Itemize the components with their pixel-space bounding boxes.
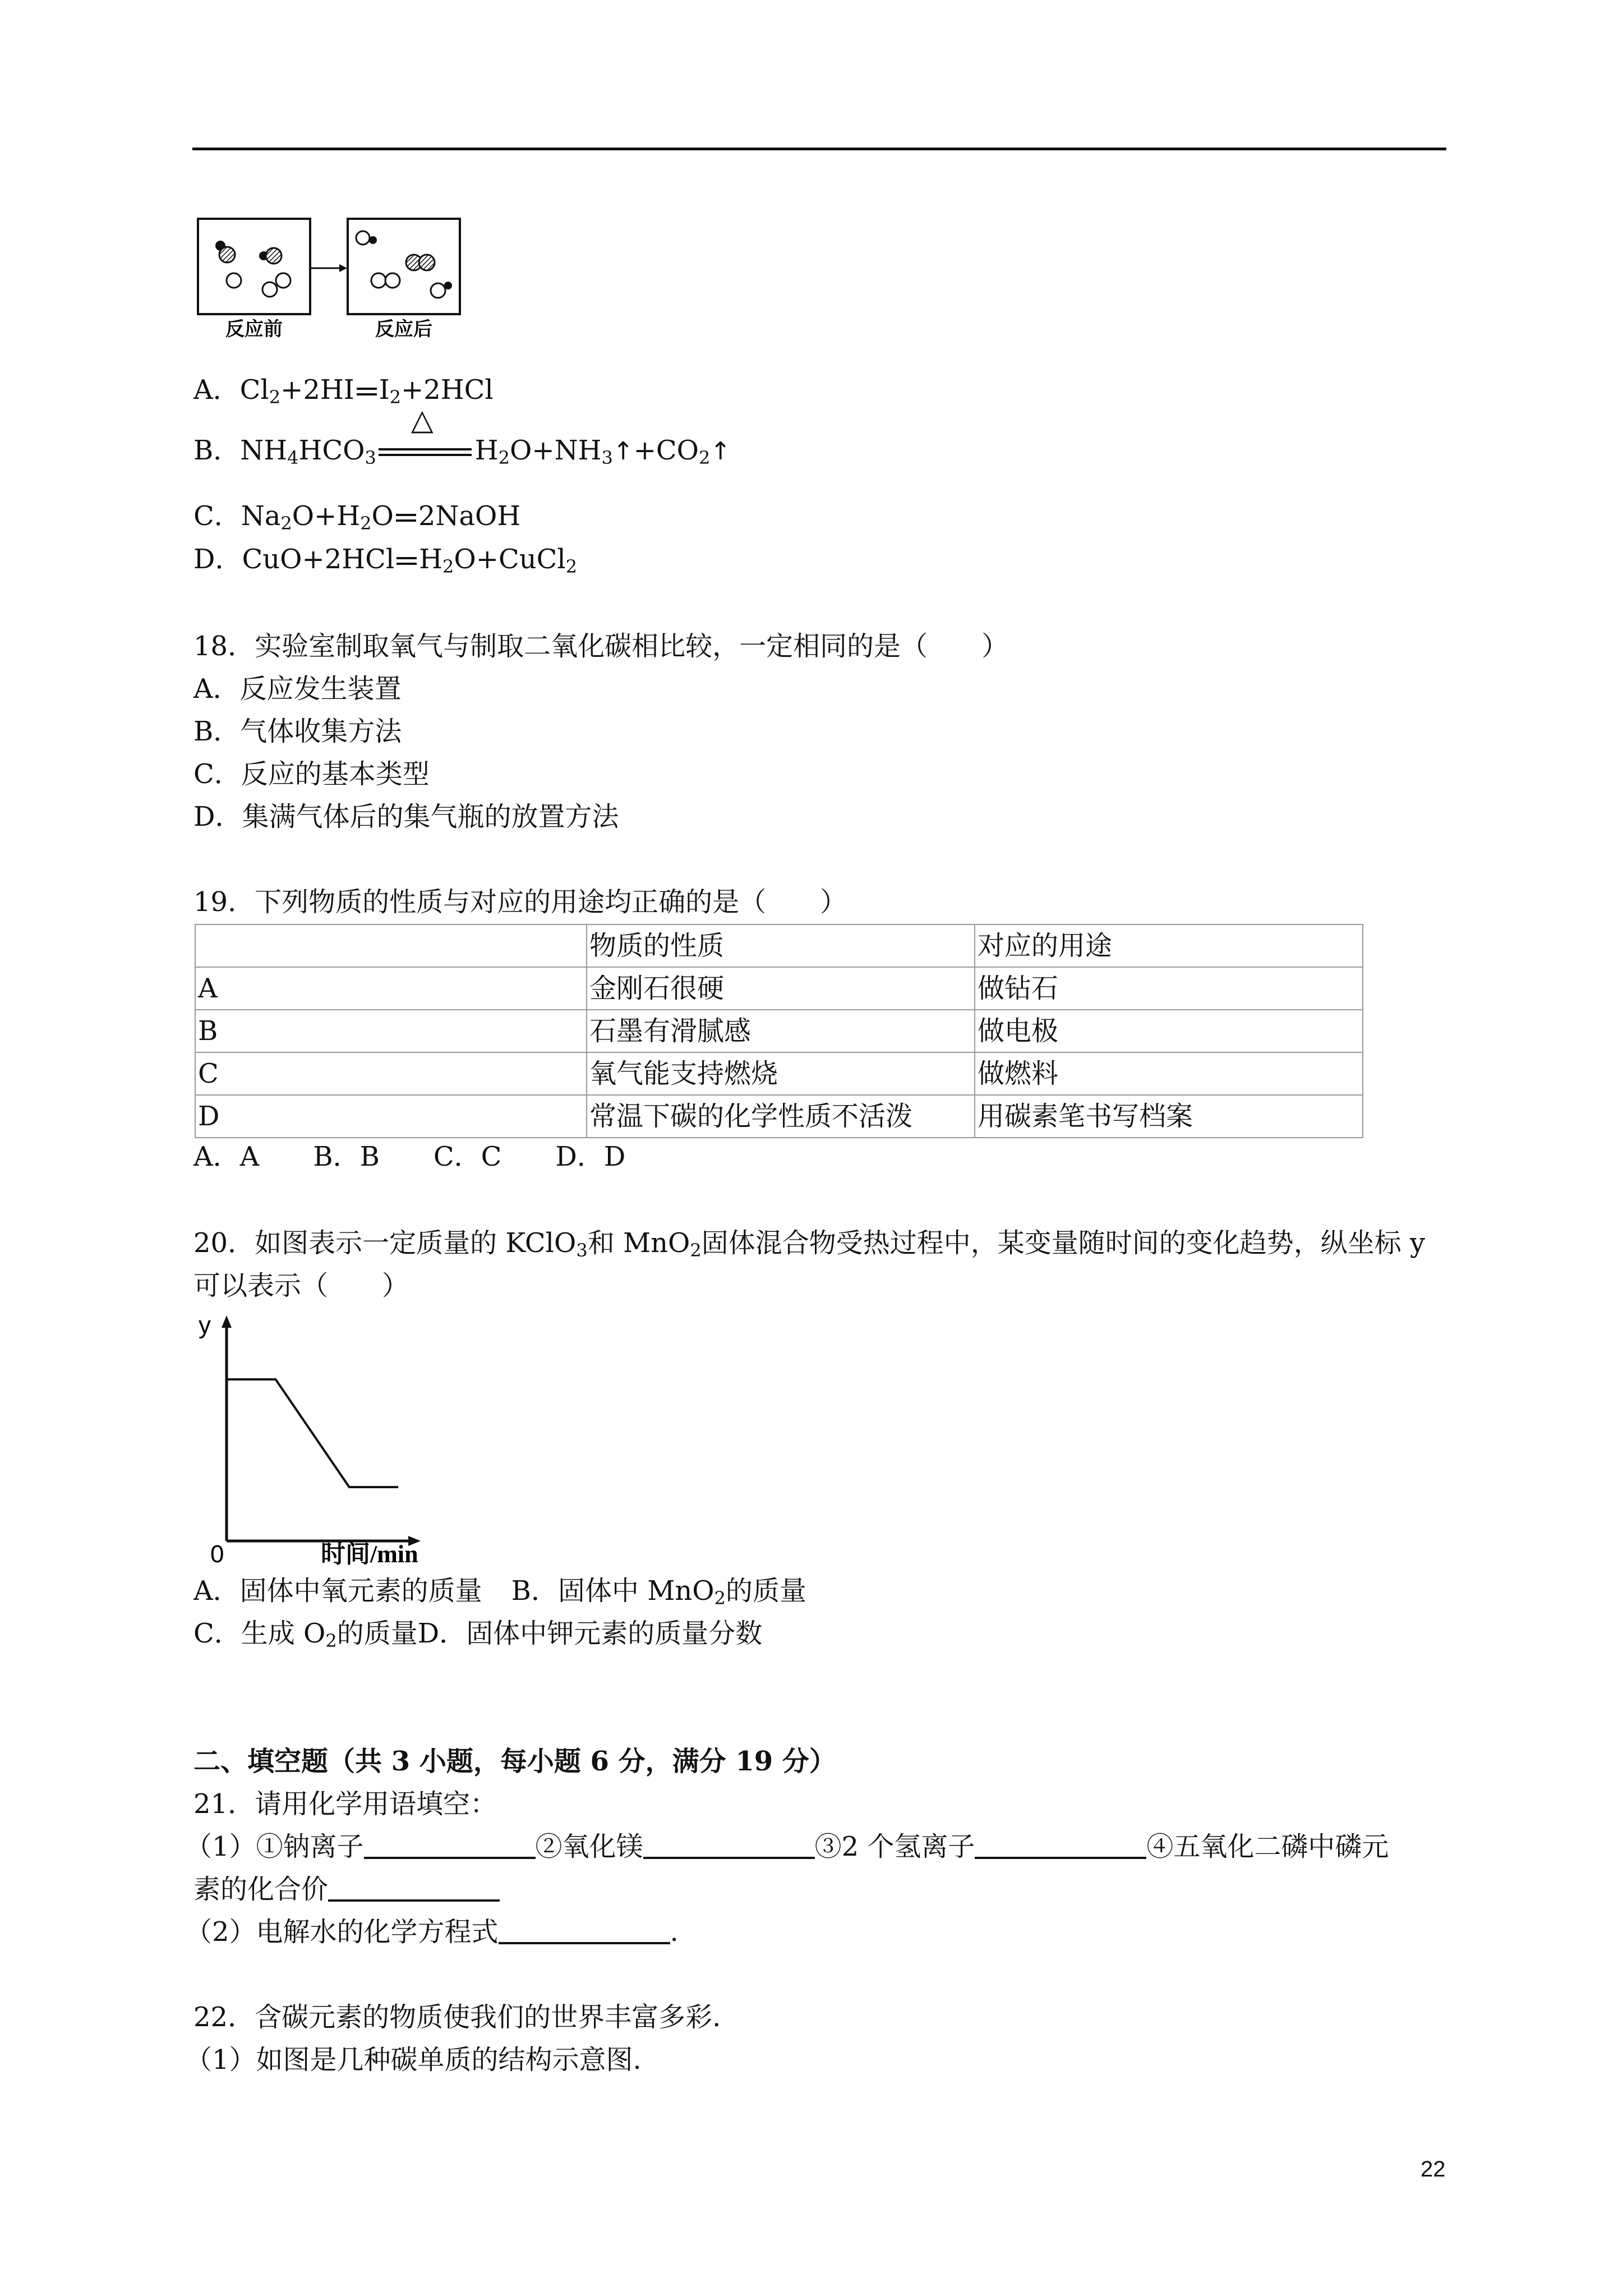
- answer-blank[interactable]: [364, 1831, 536, 1859]
- table-cell: C: [195, 1052, 587, 1095]
- answer-blank[interactable]: [643, 1831, 815, 1859]
- section-title: 二、填空题（共 3 小题，每小题 6 分，满分 19 分）: [193, 1746, 836, 1777]
- table-cell: 做电极: [975, 1010, 1363, 1052]
- y-axis-label: y: [199, 1312, 211, 1339]
- q20-chart: [191, 1310, 449, 1568]
- table-cell: D: [195, 1095, 587, 1138]
- equals-sign: [396, 557, 417, 565]
- table-cell: 用碳素笔书写档案: [975, 1095, 1363, 1138]
- equals-sign: [357, 388, 377, 395]
- q20-options-row2: C．生成 $O_2$的质量D．固体中钾元素的质量分数: [193, 1618, 763, 1651]
- q20-stem: 20．如图表示一定质量的 KClO$_3$和 MnO$_2$固体混合物受热过程中，某变量随时间的变化趋势，纵坐标 y: [193, 1227, 1426, 1261]
- table-row: [195, 1095, 1363, 1138]
- answer-blank[interactable]: [499, 1916, 670, 1944]
- reaction-diagram: [193, 213, 474, 342]
- answer-blank[interactable]: [975, 1831, 1146, 1859]
- q17-option-d: D．CuO+2HCl $H_2O+CuCl_2$: [193, 544, 578, 577]
- page-number: 22: [1421, 2157, 1446, 2182]
- table-cell: 常温下碳的化学性质不活泼: [587, 1095, 975, 1138]
- header-rule: [192, 148, 1446, 150]
- q18-option-c: C．反应的基本类型: [193, 758, 430, 790]
- q17-option-c: C．$Na_2O+H_2O$ 2NaOH: [193, 500, 521, 534]
- equals-sign: [396, 514, 416, 522]
- q19-table: [195, 924, 1363, 1138]
- table-row: [195, 1010, 1363, 1052]
- before-box: [198, 219, 310, 314]
- q19-stem: 19．下列物质的性质与对应的用途均正确的是（ ）: [193, 886, 847, 918]
- y-axis-arrow: [222, 1315, 232, 1328]
- table-cell: B: [195, 1010, 587, 1052]
- table-row: [195, 1052, 1363, 1095]
- table-cell: 石墨有滑腻感: [587, 1010, 975, 1052]
- q19-answers: A．A B．B C．C D．D: [193, 1141, 626, 1172]
- q18-stem: 18．实验室制取氧气与制取二氧化碳相比较，一定相同的是（ ）: [193, 631, 1009, 662]
- heat-condition-icon: △: [411, 403, 434, 437]
- q20-options-row1: A．固体中氧元素的质量 B．固体中 MnO$_2$的质量: [193, 1575, 806, 1609]
- q18-option-a: A．反应发生装置: [193, 673, 402, 705]
- series-line: [227, 1379, 398, 1487]
- q18-option-d: D．集满气体后的集气瓶的放置方法: [193, 801, 619, 832]
- answer-blank[interactable]: [328, 1874, 500, 1902]
- q21-stem: 21．请用化学用语填空：: [193, 1788, 497, 1820]
- q21-part2: （2）电解水的化学方程式 .: [185, 1916, 679, 1948]
- table-header-row: [195, 924, 1363, 967]
- table-cell: [195, 924, 587, 967]
- label-before: 反应前: [225, 319, 283, 340]
- table-cell: 金刚石很硬: [587, 967, 975, 1010]
- q20-stem-line2: 可以表示（ ）: [193, 1270, 409, 1301]
- table-cell: 做燃料: [975, 1052, 1363, 1095]
- table-cell: 氧气能支持燃烧: [587, 1052, 975, 1095]
- table-row: [195, 967, 1363, 1010]
- table-cell: A: [195, 967, 587, 1010]
- gas-arrow-icon: ↑: [710, 437, 731, 466]
- table-header-property: 物质的性质: [587, 924, 975, 967]
- q22-part1: （1）如图是几种碳单质的结构示意图.: [185, 2044, 642, 2076]
- table-header-use: 对应的用途: [975, 924, 1363, 967]
- q21-part1-line2: 素的化合价: [193, 1872, 500, 1906]
- q17-option-a: A．$Cl_2+2HI$ $I_2+2HCl$: [193, 374, 494, 408]
- gas-arrow-icon: ↑: [612, 437, 634, 466]
- origin-label: 0: [210, 1540, 224, 1568]
- q18-option-b: B．气体收集方法: [193, 716, 402, 747]
- q21-part1: （1）①钠离子 ②氧化镁 ③2 个氢离子 ④五氧化二磷中磷元: [185, 1831, 1389, 1862]
- equals-sign-long: [379, 448, 472, 456]
- q17-option-b: B．$NH_4HCO_3$ △ $H_2O+NH_3↑+CO_2↑$: [193, 403, 731, 468]
- table-cell: 做钻石: [975, 967, 1363, 1010]
- x-axis-label: 时间/min: [321, 1540, 418, 1568]
- q22-stem: 22．含碳元素的物质使我们的世界丰富多彩.: [193, 2001, 721, 2033]
- label-after: 反应后: [375, 319, 432, 340]
